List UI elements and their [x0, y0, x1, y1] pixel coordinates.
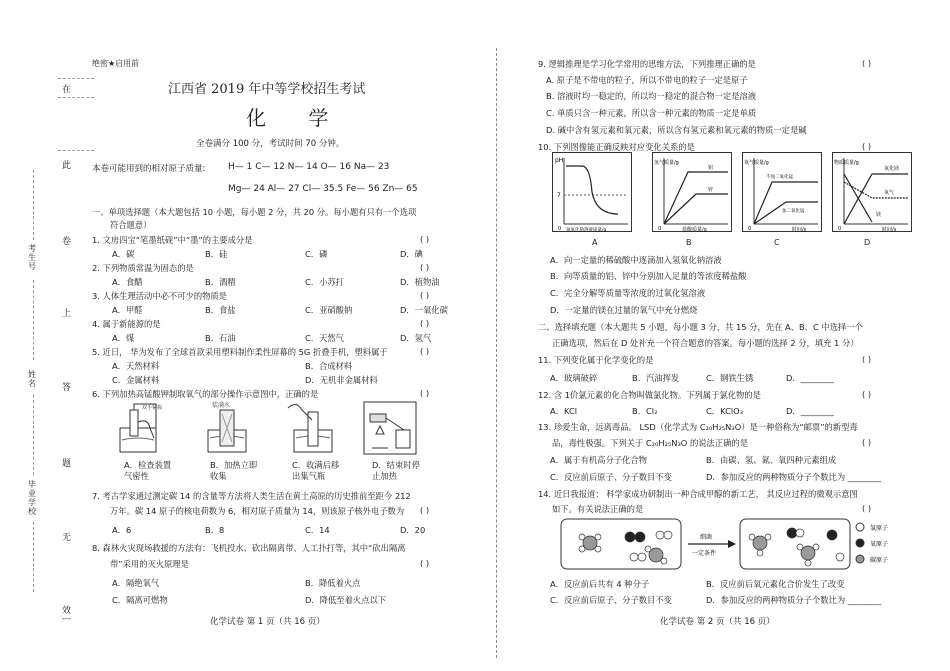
q8-option-a[interactable]: A．隔绝氧气	[112, 578, 160, 588]
q1-option-a[interactable]: A．碳	[112, 249, 135, 259]
q7-text: 7. 考古学家通过测定碳 14 的含量等方法将人类生活在黄土高原的历史推前至距今 212	[92, 491, 411, 501]
q12-text: 12. 含 1价氯元素的化合物叫做氯化物。下列属于氯化物的是	[538, 390, 761, 400]
q10-graph-d-y: 物质质量/g	[834, 160, 859, 166]
q8-text: 8. 森林火灾现场救援的方法有：飞机投水、砍出隔离带、人工扑打等，其中“砍出隔离	[92, 543, 406, 553]
q4-option-a[interactable]: A．煤	[112, 333, 135, 343]
q5-option-a[interactable]: A．天然材料	[112, 361, 160, 371]
section2-title-cont: 正确选项，然后在 D 处补充一个符合题意的答案。每小题的选择 2 分，填充 1 分）	[552, 338, 859, 348]
section1-title-cont: 符合题意）	[110, 220, 152, 230]
q7-option-c[interactable]: C．14	[305, 525, 330, 535]
q6-figure-b-label: 装满水	[212, 402, 231, 409]
q10-graph-d	[832, 152, 912, 232]
atomic-line-1: H— 1 C— 12 N— 14 O— 16 Na— 23	[228, 162, 390, 172]
q3-option-c[interactable]: C．亚硝酸钠	[305, 305, 353, 315]
q1-option-b[interactable]: B．硅	[205, 249, 228, 259]
q10-graph-b-origin: 0	[658, 226, 662, 232]
q10-graph-a-mark: 7	[557, 192, 561, 199]
q14-option-b[interactable]: B．反应前后氧元素化合价发生了改变	[706, 579, 845, 589]
binding-ci: 此	[62, 161, 72, 171]
q10-graph-a-origin: 0	[558, 226, 562, 232]
q7-option-d[interactable]: D．20	[400, 525, 426, 535]
atomic-line-2: Mg— 24 Al— 27 Cl— 35.5 Fe— 56 Zn— 65	[228, 184, 418, 194]
binding-line	[33, 522, 34, 592]
q12-option-d[interactable]: D．________	[786, 406, 834, 416]
q14-answer-paren[interactable]: ( )	[862, 503, 872, 513]
binding-dash	[58, 150, 94, 151]
q7-option-a[interactable]: A．6	[112, 525, 132, 535]
q14-option-a[interactable]: A．反应前后共有 4 种分子	[550, 579, 650, 589]
q5-answer-paren[interactable]: ( )	[420, 346, 430, 356]
binding-shang: 上	[62, 309, 72, 319]
q14-option-c[interactable]: C．反应前后原子、分子数目不变	[550, 595, 672, 605]
q6-option-d[interactable]: D．结束时停 止加热	[372, 460, 420, 481]
q10-answer-paren[interactable]: ( )	[862, 141, 872, 151]
q13-answer-paren[interactable]: ( )	[862, 437, 872, 447]
q7-answer-paren[interactable]: ( )	[420, 505, 430, 515]
q2-option-c[interactable]: C．小苏打	[305, 277, 344, 287]
q14-legend-h: 氢原子	[870, 525, 889, 532]
q10-graph-c-l1: 不加二氧化锰	[766, 175, 793, 180]
binding-line	[33, 280, 34, 360]
q10-graph-b-y: 氢气质量/g	[654, 160, 679, 166]
page-divider	[496, 48, 497, 658]
q2-option-d[interactable]: D．植物油	[400, 277, 440, 287]
q4-answer-paren[interactable]: ( )	[420, 318, 430, 328]
footer-left: 化学试卷 第 1 页（共 16 页）	[210, 617, 325, 627]
q7-text-cont: 万年。碳 14 原子的核电荷数为 6，相对原子质量为 14，则该原子核外电子数为	[110, 506, 405, 516]
binding-line	[33, 170, 34, 240]
q10-graph-b-l2: 锌	[708, 187, 714, 193]
q9-option-b[interactable]: B. 溶液时均一稳定的，所以均一稳定的混合物一定是溶液	[546, 91, 757, 101]
section1-title: 一、单项选择题（本大题包括 10 小题，每小题 2 分，共 20 分。每小题有只有一个选项	[92, 207, 417, 217]
q13-option-c[interactable]: C．反应前后原子、分子数目不变	[550, 472, 672, 482]
q10-text: 10. 下列图像能正确反映对应变化关系的是	[538, 142, 695, 152]
q6-answer-paren[interactable]: ( )	[420, 388, 430, 398]
q10-graph-b	[652, 152, 732, 232]
q3-answer-paren[interactable]: ( )	[420, 290, 430, 300]
q12-option-c[interactable]: C．KClO₃	[706, 406, 744, 416]
q14-option-d[interactable]: D．参加反应的两种物质分子个数比为 ________	[706, 595, 881, 605]
q10-graph-a-y: pH	[555, 157, 564, 164]
label-xuexiao: 毕业学校	[28, 480, 36, 516]
binding-ti: 题	[62, 459, 72, 469]
q2-answer-paren[interactable]: ( )	[420, 262, 430, 272]
q10-graph-b-x: 盐酸质量/g	[682, 227, 707, 232]
q10-graph-c-y: 氧气质量/g	[744, 160, 769, 166]
q10-graph-c	[742, 152, 822, 232]
q8-text-cont: 带”采用的灭火原理是	[110, 559, 189, 569]
q12-answer-paren[interactable]: ( )	[862, 389, 872, 399]
q6-option-c[interactable]: C．收满后移 出集气瓶	[292, 460, 340, 481]
q10-graph-d-l1: 氧化镁	[884, 166, 900, 172]
q13-option-a[interactable]: A．属于有机高分子化合物	[550, 455, 647, 465]
q1-text: 1. 文房四宝“笔墨纸砚”中“墨”的主要成分是	[92, 235, 253, 245]
q11-option-b[interactable]: B．汽油挥发	[632, 373, 680, 383]
q6-option-a[interactable]: A．检查装置 气密性	[124, 460, 172, 481]
section2-title: 二、选择填充题（本大题共 5 小题，每小题 3 分，共 15 分，先在 A、B、C 中选择一个	[538, 322, 863, 332]
q10-graph-d-l3: 镁	[876, 212, 882, 218]
q10-graph-a-x: 氢氧化钠溶液质量/g	[566, 228, 607, 232]
q8-option-c[interactable]: C．隔离可燃物	[112, 595, 168, 605]
q6-figure-d	[360, 400, 420, 456]
binding-da: 答	[62, 383, 72, 393]
q1-answer-paren[interactable]: ( )	[420, 234, 430, 244]
q4-text: 4. 属于新能源的是	[92, 319, 161, 329]
q1-option-c[interactable]: C．磷	[305, 249, 328, 259]
q9-answer-paren[interactable]: ( )	[862, 58, 872, 68]
binding-dash	[58, 78, 94, 79]
q3-option-b[interactable]: B．食盐	[205, 305, 236, 315]
q14-reaction-diagram	[560, 517, 900, 573]
q5-text: 5. 近日， 华为发布了全球首款采用塑料制作柔性屏幕的 5G 折叠手机，塑料属于	[92, 347, 388, 357]
q11-answer-paren[interactable]: ( )	[862, 354, 872, 364]
q9-text: 9. 逻辑推理是学习化学常用的思维方法，下列推理正确的是	[538, 59, 756, 69]
binding-juan: 卷	[62, 237, 72, 247]
q2-option-a[interactable]: A．食醋	[112, 277, 143, 287]
q3-option-a[interactable]: A．甲醛	[112, 305, 143, 315]
q9-option-a[interactable]: A. 原子是不带电的粒子，所以不带电的粒子一定是原子	[546, 75, 748, 85]
binding-wu: 无	[62, 533, 72, 543]
q9-option-c[interactable]: C. 单质只含一种元素，所以含一种元素的物质一定是单质	[546, 108, 757, 118]
q10-figure-label-b: B	[686, 238, 692, 247]
q6-text: 6. 下列加热高锰酸钾制取氧气的部分操作示意图中，正确的是	[92, 389, 319, 399]
q10-figure-label-d: D	[864, 238, 871, 247]
q13-text: 13. 珍爱生命，远离毒品。 LSD（化学式为 C₂₀H₂₅N₃O）是一种俗称为“邮票”的新型毒	[538, 422, 858, 432]
q10-option-a[interactable]: A．向一定量的稀硫酸中逐滴加入氢氧化钠溶液	[550, 255, 722, 265]
binding-line	[33, 395, 34, 475]
q9-option-d[interactable]: D. 碱中含有氢元素和氧元素，所以含有氢元素和氧元素的物质一定是碱	[546, 125, 807, 135]
q4-option-b[interactable]: B．石油	[205, 333, 236, 343]
q10-graph-d-x: 时间/s	[882, 227, 897, 232]
q6-figure-a	[112, 400, 172, 456]
label-kaohao: 考生号	[28, 244, 36, 271]
q5-option-c[interactable]: C．金属材料	[112, 375, 160, 385]
q10-option-c[interactable]: C．完全分解等质量等浓度的过氧化氢溶液	[550, 288, 706, 298]
q6-figure-b	[198, 400, 258, 456]
atomic-label: 本卷可能用到的相对原子质量:	[92, 164, 206, 174]
secret-label: 绝密★启用前	[92, 59, 140, 68]
q3-text: 3. 人体生理活动中必不可少的物质是	[92, 291, 228, 301]
q4-option-c[interactable]: C．天然气	[305, 333, 344, 343]
q10-figure-label-a: A	[592, 238, 598, 247]
exam-title: 江西省 2019 年中等学校招生考试	[168, 82, 366, 97]
q14-arrow-bottom: 一定条件	[692, 550, 717, 557]
q10-option-b[interactable]: B．向等质量的铝、锌中分别加入足量的等浓度稀盐酸	[550, 271, 747, 281]
q10-figure-label-c: C	[774, 238, 780, 247]
q14-legend-o: 氧原子	[870, 541, 889, 548]
q11-option-a[interactable]: A．玻璃破碎	[550, 373, 598, 383]
q10-graph-b-l1: 铝	[708, 165, 714, 171]
q10-option-d[interactable]: D．一定量的镁在过量的氧气中充分燃烧	[550, 305, 698, 315]
q4-option-d[interactable]: D．氢气	[400, 333, 432, 343]
q2-option-b[interactable]: B．酒精	[205, 277, 236, 287]
q7-option-b[interactable]: B．8	[205, 525, 225, 535]
q14-text: 14. 近日我报道： 科学家成功研制出一种合成甲醇的新工艺， 其反应过程的微观示意图	[538, 489, 858, 499]
binding-xiao: 效	[62, 606, 72, 616]
q14-legend-c: 碳原子	[870, 557, 889, 564]
binding-zai: 在	[62, 85, 72, 95]
q5-option-b[interactable]: B．合成材料	[305, 361, 353, 371]
footer-right: 化学试卷 第 2 页（共 16 页）	[660, 617, 775, 627]
q13-text-cont: 品，毒性极强。下列关于 C₂₀H₂₅N₃O 的说法正确的是	[552, 438, 749, 448]
q11-option-d[interactable]: D．________	[786, 373, 834, 383]
q8-answer-paren[interactable]: ( )	[420, 558, 430, 568]
q13-option-d[interactable]: D．参加反应的两种物质分子个数比为 ________	[706, 472, 881, 482]
q13-option-b[interactable]: B．由碳、氢、氮、氧四种元素组成	[706, 455, 837, 465]
subject-title: 化 学	[246, 106, 347, 130]
q14-text-cont: 如下。有关说法正确的是	[552, 504, 644, 514]
exam-info: 全卷满分 100 分，考试时间 70 分钟。	[196, 139, 345, 149]
q10-graph-a	[552, 152, 632, 232]
q10-graph-c-x: 时间/s	[792, 227, 807, 232]
q5-option-d[interactable]: D．无机非金属材料	[305, 375, 378, 385]
q11-text: 11. 下列变化属于化学变化的是	[538, 355, 654, 365]
q14-arrow-top: 细菌	[700, 534, 713, 541]
q10-graph-c-origin: 0	[748, 226, 752, 232]
label-xingming: 姓名	[28, 370, 36, 388]
q10-graph-d-origin: 0	[838, 226, 842, 232]
q6-option-b[interactable]: B．加热立即 收集	[210, 460, 258, 481]
q10-graph-d-l2: 氧气	[884, 190, 895, 196]
q6-figure-a-label: 双手紧握	[142, 405, 163, 411]
q8-option-d[interactable]: D．降低至着火点以下	[305, 595, 387, 605]
q11-option-c[interactable]: C．钢铁生锈	[706, 373, 754, 383]
q2-text: 2. 下列物质常温为固态的是	[92, 263, 194, 273]
q3-option-d[interactable]: D．一氧化碳	[400, 305, 448, 315]
q12-option-b[interactable]: B．Cl₂	[632, 406, 658, 416]
q8-option-b[interactable]: B．降低着火点	[305, 578, 361, 588]
q10-graph-c-l2: 加二氧化锰	[782, 209, 805, 214]
binding-dash	[58, 97, 94, 98]
q6-figure-c	[282, 400, 342, 456]
q1-option-d[interactable]: D．碘	[400, 249, 423, 259]
q12-option-a[interactable]: A．KCl	[550, 406, 578, 416]
